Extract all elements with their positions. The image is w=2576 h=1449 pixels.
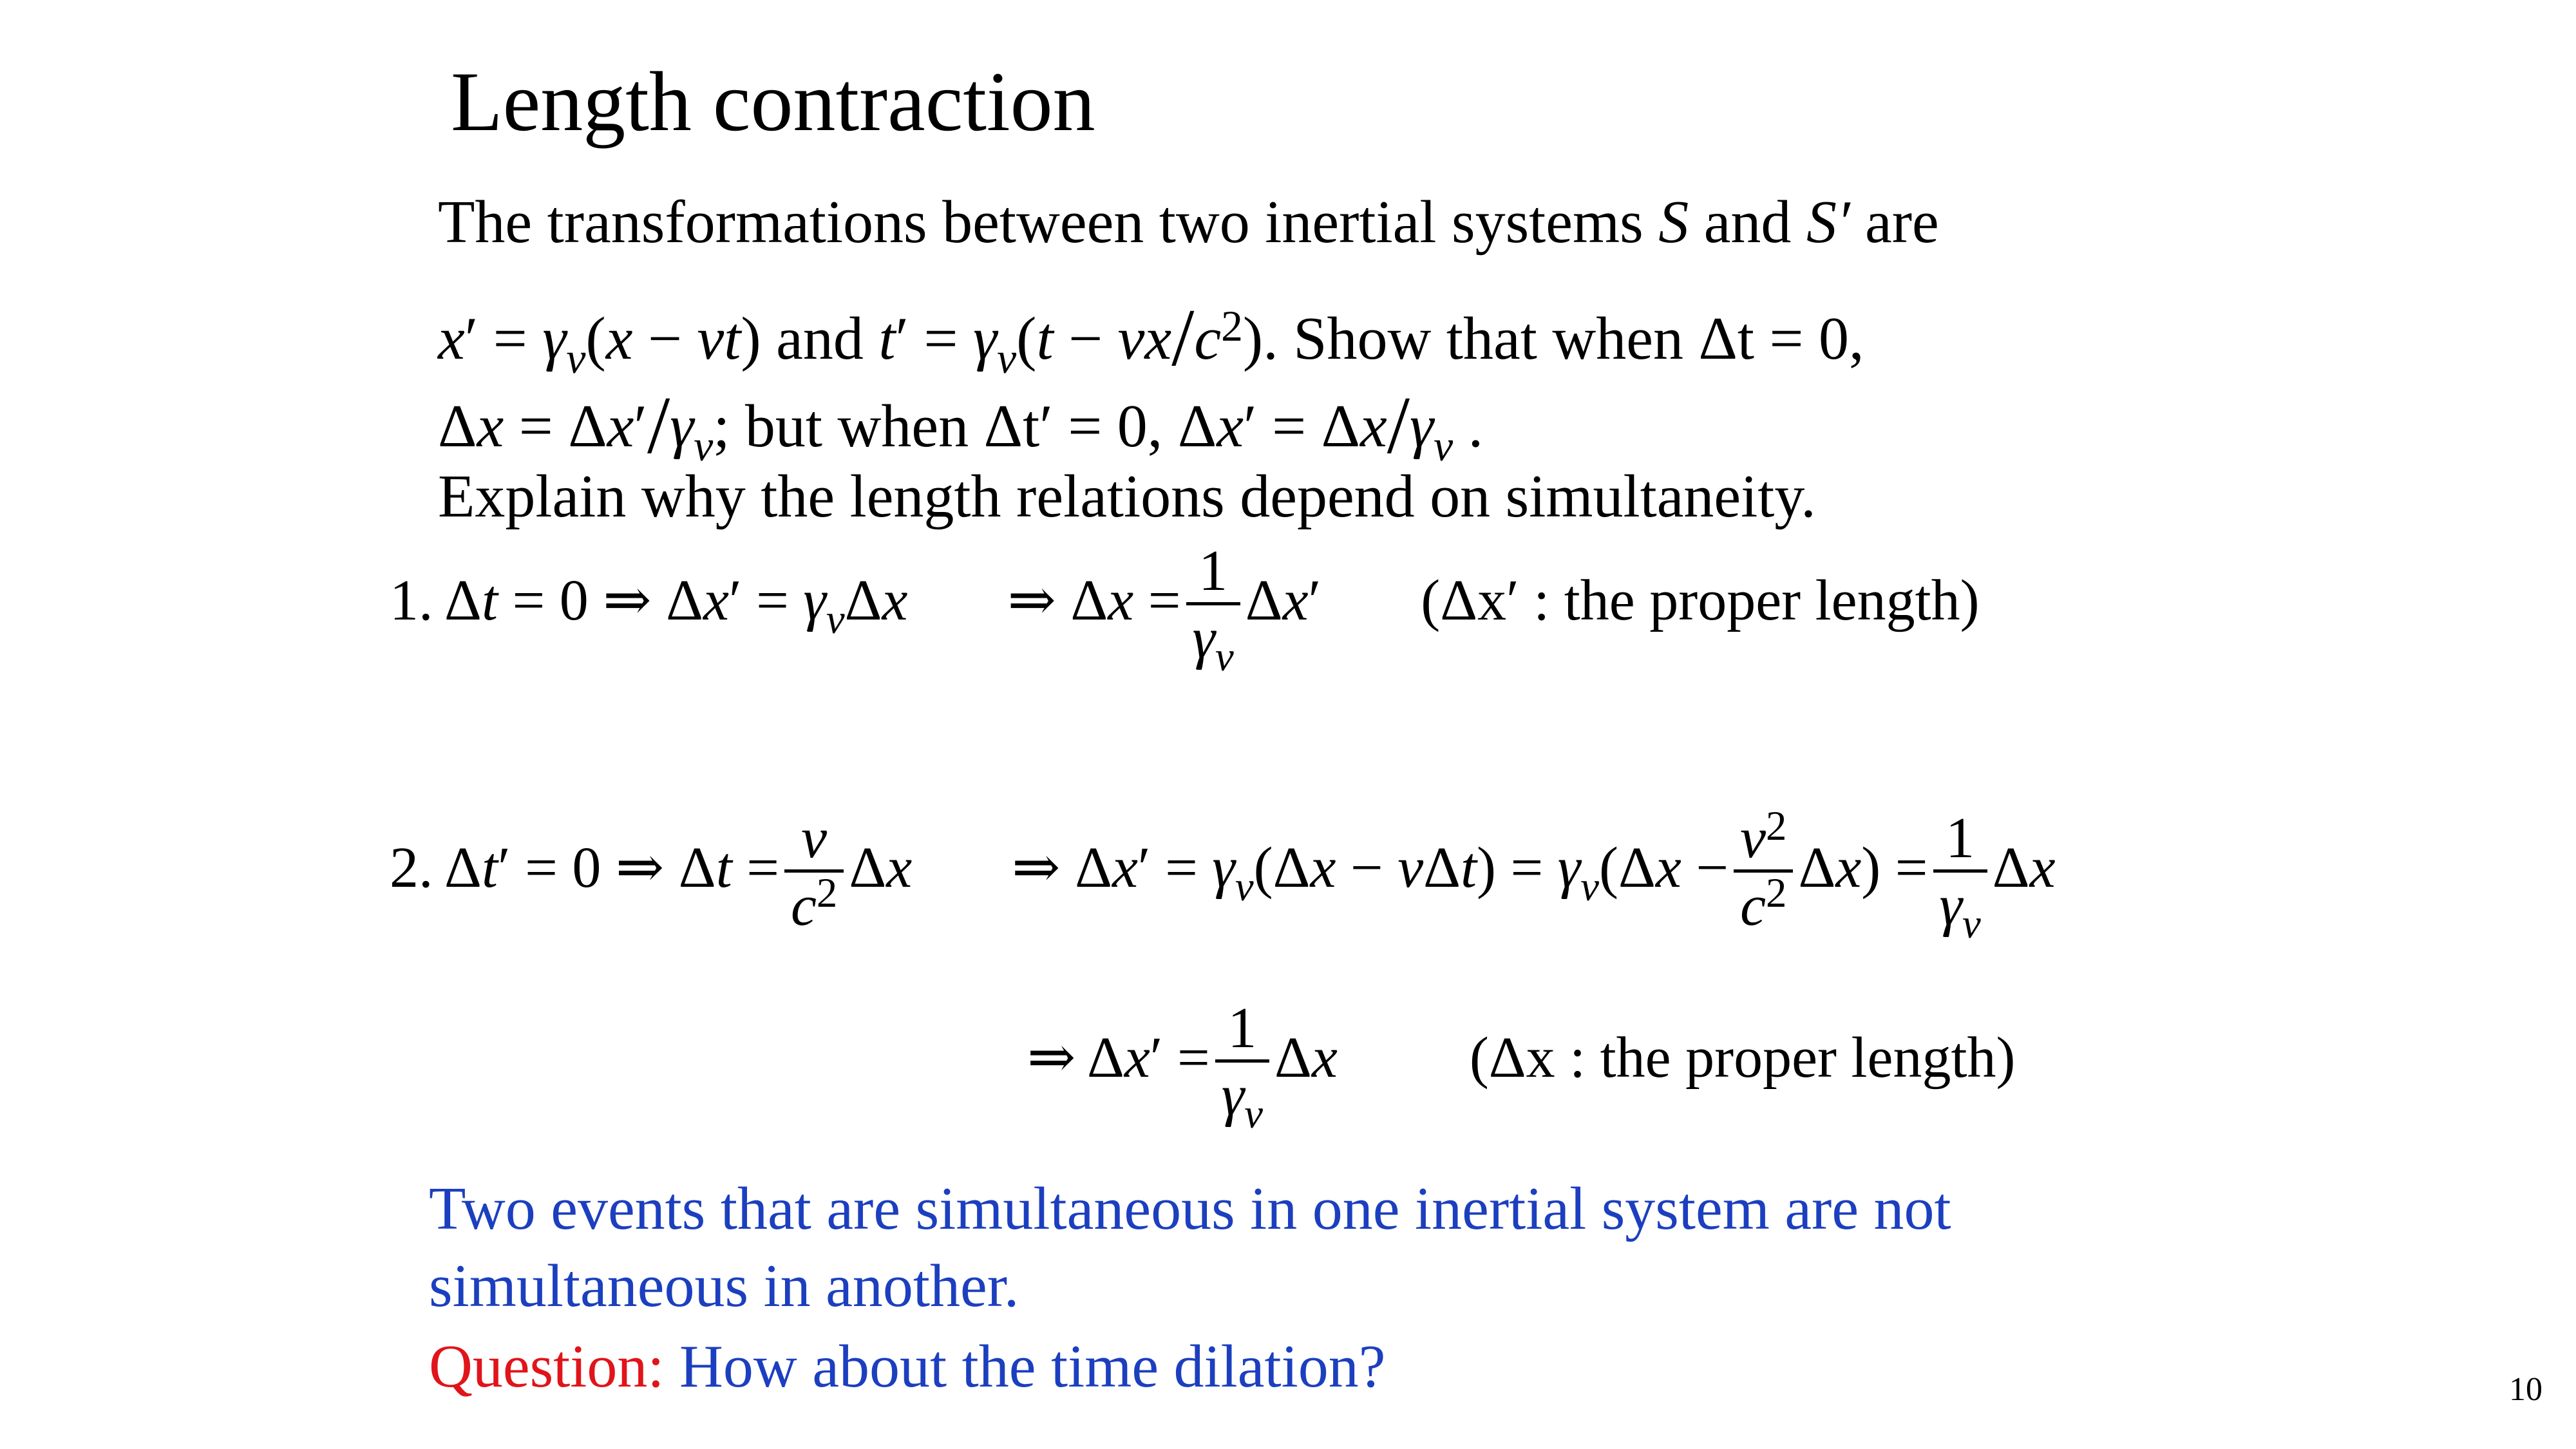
problem-line-1-text: The transformations between two inertial systems bbox=[438, 189, 1659, 256]
solution-item-1 bbox=[390, 539, 1980, 681]
equation-dx-2: $\Delta x' = \Delta x/\gamma_v$ . bbox=[1177, 381, 1484, 471]
problem-but-text: ; but when Δ bbox=[713, 393, 1023, 460]
equation-x-prime: $x' = \gamma_v(x - vt)$ bbox=[438, 305, 761, 383]
item-2-label: 2. bbox=[390, 836, 433, 900]
solution-item-2 bbox=[390, 802, 2056, 948]
symbol-S: S bbox=[1658, 189, 1689, 256]
symbol-S-prime: S′ bbox=[1806, 189, 1850, 256]
item-1-step-a: Δt = 0 ⇒ $\Delta x' = \gamma_v\Delta x$ bbox=[444, 569, 908, 643]
item-2-step-b: ⇒ $\Delta x' = \gamma_v(\Delta x - v\Delta t) = \gamma_v(\Delta x$ − $\frac{v^2}{c^2}$ Δx) = $\frac{1}{\gamma_v}$ Δx bbox=[1012, 802, 2056, 948]
question-label: Question: bbox=[429, 1333, 665, 1400]
solution-item-2-result bbox=[1027, 996, 2016, 1138]
item-2-step-a: Δt′ = 0 ⇒ Δt = $\frac{v}{c^2}$ Δx bbox=[444, 806, 913, 938]
problem-line-1 bbox=[438, 189, 1939, 256]
conclusion-line-1: Two events that are simultaneous in one inertial system are not bbox=[429, 1175, 1951, 1242]
equation-dx-1: $\Delta x = \Delta x'/\gamma_v$ bbox=[438, 381, 714, 471]
problem-are: are bbox=[1850, 189, 1939, 256]
problem-condition-2: t′ = 0, bbox=[1023, 393, 1178, 460]
problem-line-3 bbox=[438, 379, 1484, 471]
problem-condition-1: t = 0, bbox=[1737, 305, 1864, 372]
question-line bbox=[429, 1333, 1386, 1400]
item-1-note: (Δx′ : the proper length) bbox=[1421, 569, 1980, 633]
item-1-label: 1. bbox=[390, 569, 433, 633]
slide-title: Length contraction bbox=[451, 54, 1095, 149]
problem-line-4: Explain why the length relations depend on simultaneity. bbox=[438, 463, 1816, 530]
equation-t-prime: $t' = \gamma_v(t - vx/c^2)$ bbox=[878, 293, 1264, 384]
question-text: How about the time dilation? bbox=[664, 1333, 1386, 1400]
problem-and-2: and bbox=[761, 305, 879, 372]
conclusion-line-2: simultaneous in another. bbox=[429, 1253, 1019, 1320]
problem-line-2 bbox=[438, 291, 1864, 384]
item-2-note: (Δx : the proper length) bbox=[1469, 1026, 2016, 1090]
item-2-step-c: ⇒ Δx′ = $\frac{1}{\gamma_v}$ Δx bbox=[1027, 996, 1338, 1138]
problem-and: and bbox=[1689, 189, 1806, 256]
item-1-step-b: ⇒ Δx = $\frac{1}{\gamma_v}$ Δx′ bbox=[1007, 539, 1321, 681]
problem-show-text: . Show that when Δ bbox=[1263, 305, 1738, 372]
page-number: 10 bbox=[2509, 1371, 2543, 1408]
